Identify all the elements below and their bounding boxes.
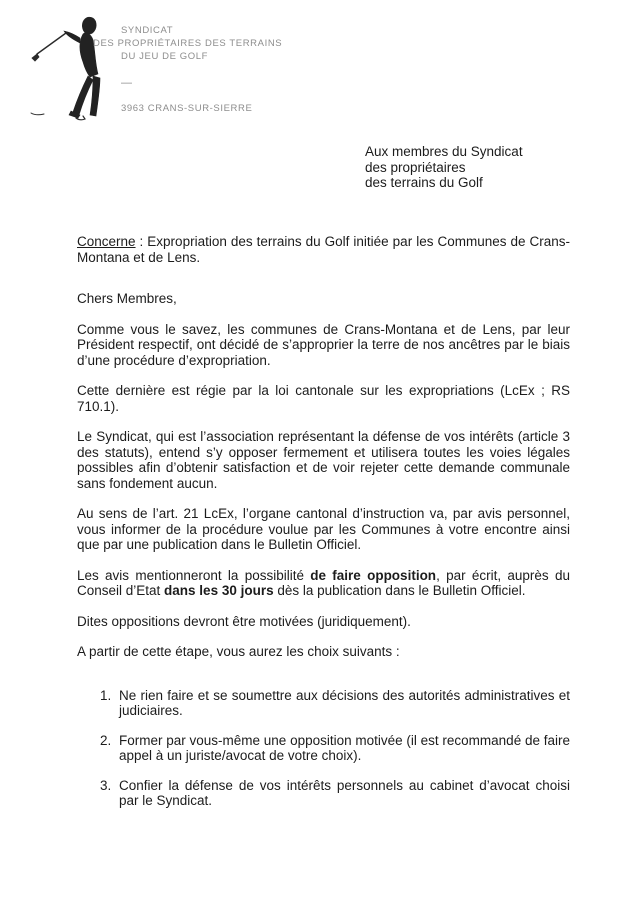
subject-label: Concerne (77, 234, 136, 249)
org-locality: 3963 CRANS-SUR-SIERRE (121, 103, 253, 114)
choice-item-3: 3. Confier la défense de vos intérêts personnels au cabinet d’avocat choisi par le Syndicat. (115, 778, 570, 809)
subject-text: : Expropriation des terrains du Golf initiée par les Communes de Crans-Montana et de Lens. (77, 234, 570, 265)
org-name-line1: SYNDICAT (121, 25, 174, 36)
salutation: Chers Membres, (77, 291, 177, 306)
org-name-line3: DU JEU DE GOLF (121, 51, 209, 62)
paragraph-5 (77, 568, 570, 599)
choices-list (77, 688, 570, 809)
paragraph-7: A partir de cette étape, vous aurez les choix suivants : (77, 644, 400, 659)
paragraph-5-text: dès la publication dans le Bulletin Officiel. (273, 583, 526, 598)
recipient-line: des propriétaires (365, 159, 466, 175)
paragraph-5-bold-opposition: de faire opposition (310, 567, 437, 583)
golfer-logo-icon (24, 12, 120, 124)
org-name-line2: DES PROPRIÉTAIRES DES TERRAINS (93, 38, 283, 49)
paragraph-4: Au sens de l’art. 21 LcEx, l’organe cantonal d’instruction va, par avis personnel, vous informer de la procédure voulue par les Communes à votre encontre ainsi que par une publication dans le Bulletin Officiel. (77, 506, 570, 552)
paragraph-1: Comme vous le savez, les communes de Crans-Montana et de Lens, par leur Président respectif, ont décidé de s’approprier la terre de nos ancêtres par le biais d’une procédure d’expropriation. (77, 321, 570, 368)
recipient-block (365, 144, 523, 191)
letterhead-separator: — (121, 77, 133, 89)
paragraph-2: Cette dernière est régie par la loi cantonale sur les expropriations (LcEx ; RS 710.1). (77, 383, 570, 414)
letter-body (77, 234, 570, 823)
choice-item-2: 2. Former par vous-même une opposition motivée (il est recommandé de faire appel à un juriste/avocat de votre choix). (115, 733, 570, 764)
paragraph-6: Dites oppositions devront être motivées (juridiquement). (77, 613, 411, 629)
recipient-line: Aux membres du Syndicat (365, 144, 523, 159)
paragraph-5-text: , par écrit, auprès du Conseil d’Etat (77, 567, 570, 598)
subject-line (77, 234, 570, 265)
choice-item-1: 1. Ne rien faire et se soumettre aux décisions des autorités administratives et judiciaires. (115, 688, 570, 719)
recipient-line: des terrains du Golf (365, 175, 483, 190)
paragraph-3: Le Syndicat, qui est l’association représentant la défense de vos intérêts (article 3 des statuts), entend s’y opposer fermement et utilisera toutes les voies légales possibles afin d’obtenir satisfaction et de voir rejeter cette demande communale sans fondement aucun. (77, 429, 570, 491)
letterhead (93, 24, 283, 115)
paragraph-5-bold-delay: dans les 30 jours (164, 583, 274, 598)
paragraph-5-text: Les avis mentionneront la possibilité (77, 567, 311, 583)
